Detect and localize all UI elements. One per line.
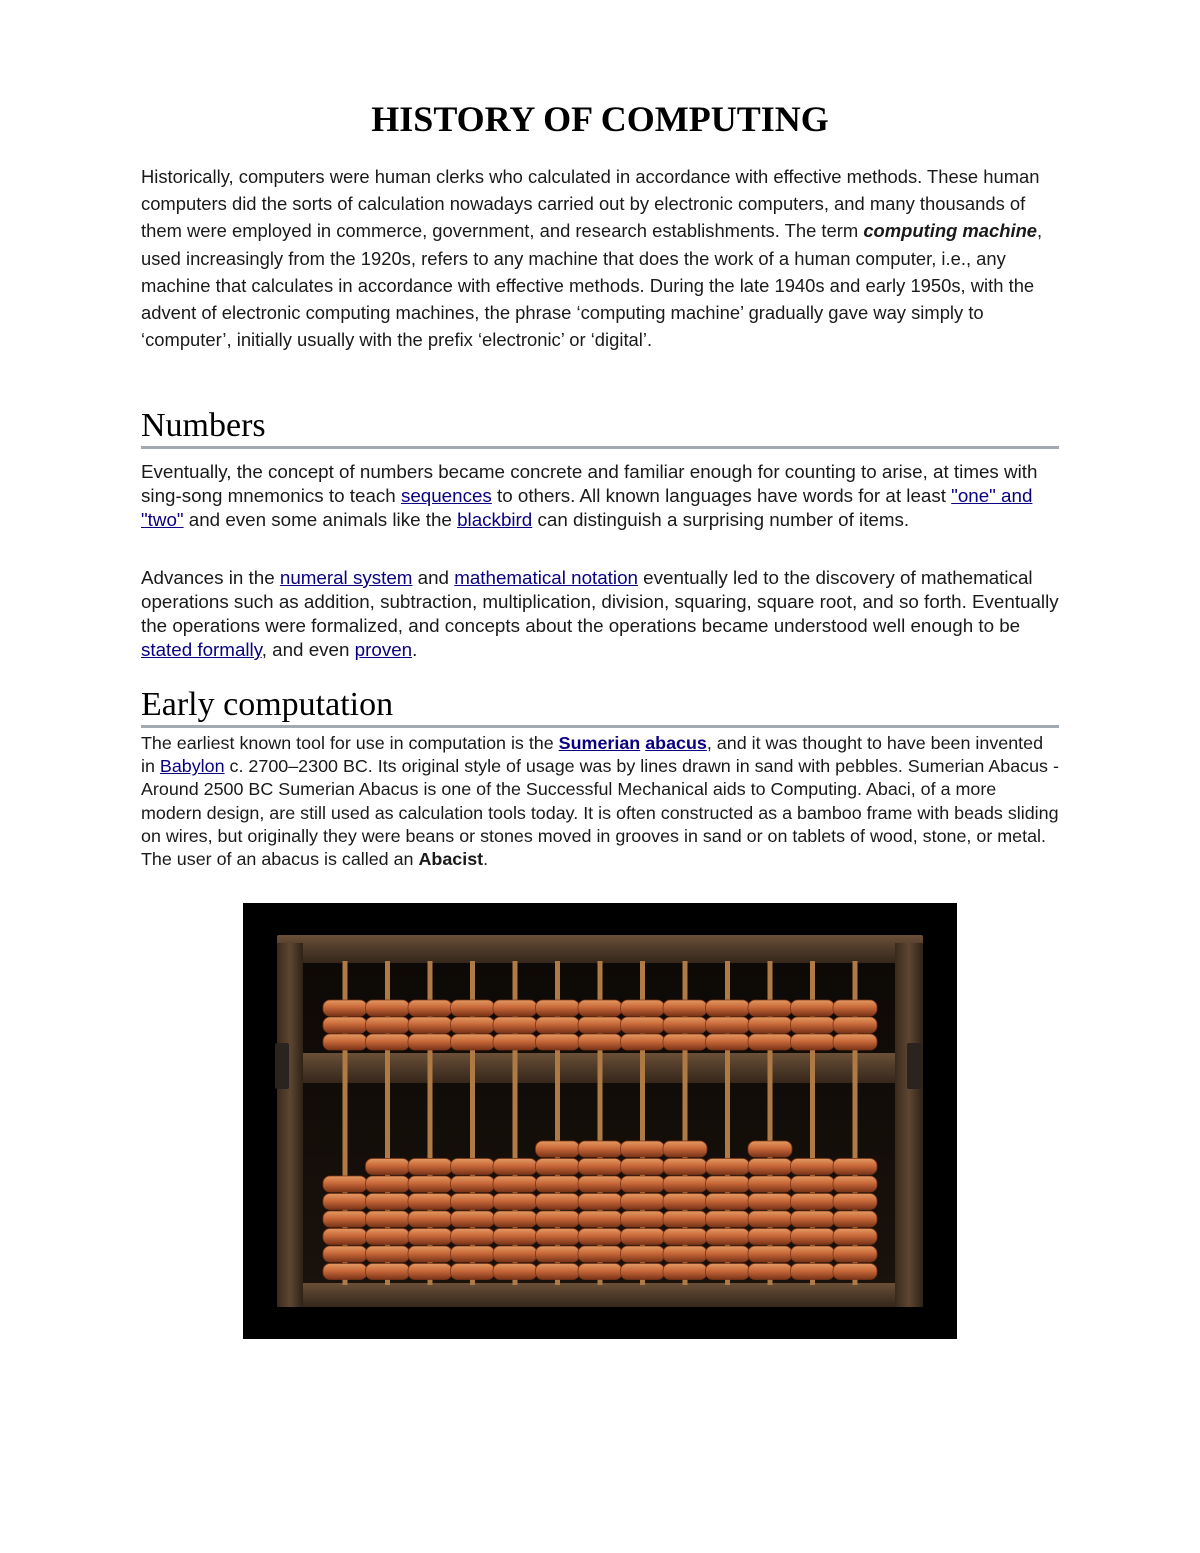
abacus-top-bar <box>277 935 923 963</box>
abacus-bead-upper <box>706 1000 750 1016</box>
abacus-bead-lower <box>833 1246 877 1262</box>
link-sequences[interactable]: sequences <box>400 485 492 506</box>
link-blackbird[interactable]: blackbird <box>457 509 533 530</box>
link-sumerian[interactable]: Sumerian <box>558 733 641 753</box>
link-babylon[interactable]: Babylon <box>159 756 225 777</box>
text-span: Eventually, the concept of numbers became concrete and familiar enough for counting to arise, at times with sing-song mnemonics to teach <box>141 461 1038 506</box>
abacus-bead-lower <box>663 1141 707 1157</box>
abacus-bead-upper <box>323 1017 367 1033</box>
abacus-bead-lower <box>366 1159 410 1175</box>
abacus-bead-lower <box>833 1194 877 1210</box>
abacus-bead-upper <box>833 1000 877 1016</box>
abacus-bead-lower <box>621 1141 665 1157</box>
abacus-bead-lower <box>578 1211 622 1227</box>
abacus-bead-lower <box>578 1229 622 1245</box>
abacus-bead-lower <box>536 1211 580 1227</box>
abacus-bead-upper <box>791 1000 835 1016</box>
abacus-bead-lower <box>621 1246 665 1262</box>
abacus-bead-lower <box>791 1176 835 1192</box>
abacus-right-post <box>895 943 923 1307</box>
abacus-bead-lower <box>663 1176 707 1192</box>
abacus-bead-lower <box>366 1176 410 1192</box>
abacus-bead-lower <box>706 1246 750 1262</box>
abacus-bead-lower <box>748 1211 792 1227</box>
abacus-bead-lower <box>408 1264 452 1280</box>
abacus-bead-lower <box>493 1264 537 1280</box>
abacus-bead-upper <box>451 1000 495 1016</box>
abacus-bead-lower <box>536 1264 580 1280</box>
abacus-bead-upper <box>706 1034 750 1050</box>
abacus-bead-lower <box>323 1176 367 1192</box>
abacus-bead-lower <box>323 1264 367 1280</box>
abacus-bead-lower <box>663 1211 707 1227</box>
abacus-bead-upper <box>366 1034 410 1050</box>
abacus-bead-lower <box>578 1194 622 1210</box>
early-computation-paragraph <box>141 732 1059 871</box>
abacus-bead-lower <box>323 1246 367 1262</box>
abacus-bead-upper <box>578 1000 622 1016</box>
abacus-bead-upper <box>408 1034 452 1050</box>
abacus-bead-lower <box>451 1211 495 1227</box>
abacus-bead-lower <box>536 1246 580 1262</box>
abacus-bead-upper <box>621 1034 665 1050</box>
abacus-bead-lower <box>451 1246 495 1262</box>
text-span: Advances in the <box>141 567 280 588</box>
abacus-bead-upper <box>748 1034 792 1050</box>
link-one-and-two[interactable]: "one" and "two" <box>141 485 1033 530</box>
abacus-bead-lower <box>366 1264 410 1280</box>
abacus-bead-lower <box>791 1264 835 1280</box>
text-span: The earliest known tool for use in computation is the <box>141 733 559 753</box>
abacus-bead-lower <box>791 1246 835 1262</box>
link-abacus[interactable]: abacus <box>645 733 707 753</box>
abacus-bead-upper <box>323 1034 367 1050</box>
abacus-bead-lower <box>748 1159 792 1175</box>
hinge-right-icon <box>907 1043 921 1089</box>
intro-text-2: , used increasingly from the 1920s, refers to any machine that does the work of a human computer, i.e., any machine that calculates in accordance with effective methods. During the late 1940s and early 1950s, with the advent of electronic computing machines, the phrase ‘computing machine’ gradually gave way simply to ‘computer’, initially usually with the prefix ‘electronic’ or ‘digital’. <box>141 220 1043 351</box>
abacus-bead-lower <box>663 1159 707 1175</box>
link-proven[interactable]: proven <box>354 639 413 660</box>
abacus-bead-upper <box>621 1017 665 1033</box>
numbers-paragraph-1 <box>141 460 1059 532</box>
abacus-bead-lower <box>833 1229 877 1245</box>
abacus-bead-lower <box>493 1159 537 1175</box>
text-span: and <box>412 567 455 588</box>
document-title: HISTORY OF COMPUTING <box>371 99 829 139</box>
text-span: eventually led to the discovery of mathematical operations such as addition, subtraction, multiplication, division, squaring, square root, and so forth. Eventually the operations were formalized, and concepts about the operations became understood well enough to be <box>141 567 1059 636</box>
abacus-bead-lower <box>536 1159 580 1175</box>
abacus-bead-lower <box>493 1194 537 1210</box>
abacus-bead-lower <box>451 1159 495 1175</box>
abacus-bead-lower <box>366 1211 410 1227</box>
intro-emphasis: computing machine <box>863 220 1038 242</box>
intro-text-1: Historically, computers were human clerks who calculated in accordance with effective methods. These human computers did the sorts of calculation nowadays carried out by electronic computers, and many thousands of them were employed in commerce, government, and research establishments. The term <box>141 166 1040 242</box>
abacus-bead-lower <box>578 1246 622 1262</box>
abacus-bead-lower <box>408 1211 452 1227</box>
abacus-left-post <box>277 943 303 1307</box>
abacus-bead-upper <box>536 1017 580 1033</box>
abacus-bead-upper <box>663 1017 707 1033</box>
abacus-bead-lower <box>366 1246 410 1262</box>
text-span: c. 2700–2300 BC. Its original style of usage was by lines drawn in sand with pebbles. Sumerian Abacus - Around 2500 BC Sumerian Abacus is one of the Successful Mechanical aids to Computing. Abaci, of a more modern design, are still used as calculation tools today. It is often constructed as a bamboo frame with beads sliding on wires, but originally they were beans or stones moved in grooves in sand or on tablets of wood, stone, or metal. The user of an abacus is called an <box>141 756 1059 870</box>
text-span: , and it was thought to have been invented in <box>141 733 1044 777</box>
abacus-bead-lower <box>408 1176 452 1192</box>
abacus-bead-lower <box>366 1194 410 1210</box>
abacus-bead-upper <box>408 1017 452 1033</box>
text-span: . <box>483 849 489 870</box>
abacus-bead-lower <box>621 1176 665 1192</box>
abacus-bead-lower <box>323 1211 367 1227</box>
abacus-bead-lower <box>748 1246 792 1262</box>
abacus-bead-lower <box>578 1264 622 1280</box>
abacus-bead-lower <box>791 1229 835 1245</box>
abacus-bead-lower <box>833 1176 877 1192</box>
abacus-bead-lower <box>833 1264 877 1280</box>
abacus-illustration <box>243 903 957 1339</box>
abacus-bead-upper <box>408 1000 452 1016</box>
numbers-paragraph-2 <box>141 566 1059 662</box>
abacus-bead-lower <box>706 1229 750 1245</box>
abacus-bead-lower <box>408 1159 452 1175</box>
abacus-bead-lower <box>748 1141 792 1157</box>
abacus-bead-upper <box>323 1000 367 1016</box>
abacus-bead-lower <box>536 1194 580 1210</box>
abacus-bead-lower <box>621 1211 665 1227</box>
abacus-bead-lower <box>621 1264 665 1280</box>
abacus-bead-upper <box>493 1017 537 1033</box>
abacus-bead-upper <box>791 1017 835 1033</box>
abacus-bead-lower <box>578 1176 622 1192</box>
abacus-bead-lower <box>621 1194 665 1210</box>
abacus-bead-lower <box>451 1176 495 1192</box>
abacus-bead-upper <box>706 1017 750 1033</box>
abacus-bead-upper <box>451 1034 495 1050</box>
abacus-bead-lower <box>323 1194 367 1210</box>
text-span: , and even <box>261 639 355 660</box>
abacus-bead-lower <box>451 1264 495 1280</box>
link-numeral-system[interactable]: numeral system <box>279 567 413 588</box>
abacus-bead-lower <box>663 1264 707 1280</box>
abacus-bead-lower <box>791 1194 835 1210</box>
abacus-bead-upper <box>833 1017 877 1033</box>
link-mathematical-notation[interactable]: mathematical notation <box>454 567 638 588</box>
abacus-bead-lower <box>706 1194 750 1210</box>
abacus-bead-lower <box>833 1211 877 1227</box>
abacus-bead-lower <box>663 1194 707 1210</box>
abacus-bead-upper <box>833 1034 877 1050</box>
abacus-bead-lower <box>833 1159 877 1175</box>
intro-paragraph <box>141 163 1059 353</box>
abacus-bead-upper <box>748 1000 792 1016</box>
hinge-left-icon <box>275 1043 289 1089</box>
abacus-bead-lower <box>706 1159 750 1175</box>
text-span: to others. All known languages have words for at least <box>491 485 952 506</box>
abacus-bottom-bar <box>283 1283 923 1307</box>
abacus-bead-upper <box>366 1017 410 1033</box>
abacus-bead-lower <box>493 1211 537 1227</box>
abacus-bead-upper <box>493 1000 537 1016</box>
abacus-bead-upper <box>663 1034 707 1050</box>
abacus-bead-lower <box>621 1229 665 1245</box>
abacus-bead-lower <box>706 1176 750 1192</box>
section-heading-numbers: Numbers <box>141 406 1059 449</box>
abacus-bead-lower <box>536 1229 580 1245</box>
abacus-bead-lower <box>578 1141 622 1157</box>
text-span: can distinguish a surprising number of items. <box>532 509 910 530</box>
abacus-bead-lower <box>493 1176 537 1192</box>
abacus-bead-lower <box>663 1246 707 1262</box>
abacus-bead-lower <box>493 1229 537 1245</box>
abacus-bead-lower <box>748 1229 792 1245</box>
abacus-bead-lower <box>451 1229 495 1245</box>
abacus-bead-upper <box>536 1034 580 1050</box>
abacus-bead-lower <box>748 1194 792 1210</box>
abacus-bead-lower <box>408 1194 452 1210</box>
abacus-bead-lower <box>663 1229 707 1245</box>
abacus-bead-lower <box>408 1246 452 1262</box>
section-heading-early-computation: Early computation <box>141 685 1059 728</box>
abacus-bead-upper <box>663 1000 707 1016</box>
abacus-bead-lower <box>578 1159 622 1175</box>
abacus-bead-lower <box>408 1229 452 1245</box>
abacus-bead-lower <box>323 1229 367 1245</box>
abacus-bead-lower <box>791 1159 835 1175</box>
abacus-bead-upper <box>536 1000 580 1016</box>
abacus-bead-upper <box>621 1000 665 1016</box>
abacus-bead-upper <box>578 1017 622 1033</box>
abacus-bead-upper <box>366 1000 410 1016</box>
abacus-bead-upper <box>791 1034 835 1050</box>
abacus-bead-lower <box>706 1211 750 1227</box>
abacus-bead-upper <box>493 1034 537 1050</box>
text-span: and even some animals like the <box>183 509 458 530</box>
abacus-bead-lower <box>748 1264 792 1280</box>
abacus-bead-lower <box>791 1211 835 1227</box>
abacus-bead-lower <box>366 1229 410 1245</box>
abacus-bead-upper <box>451 1017 495 1033</box>
text-span: . <box>412 639 418 660</box>
abacus-bead-upper <box>748 1017 792 1033</box>
abacus-bead-lower <box>748 1176 792 1192</box>
abacus-bead-lower <box>536 1141 580 1157</box>
abacus-bead-lower <box>536 1176 580 1192</box>
abacus-bead-upper <box>578 1034 622 1050</box>
abacus-bead-lower <box>451 1194 495 1210</box>
abacus-bead-lower <box>621 1159 665 1175</box>
abacist-term: Abacist <box>418 849 484 870</box>
abacus-bead-lower <box>493 1246 537 1262</box>
abacus-bead-lower <box>706 1264 750 1280</box>
link-stated-formally[interactable]: stated formally <box>141 639 262 660</box>
abacus-photo <box>243 903 957 1339</box>
